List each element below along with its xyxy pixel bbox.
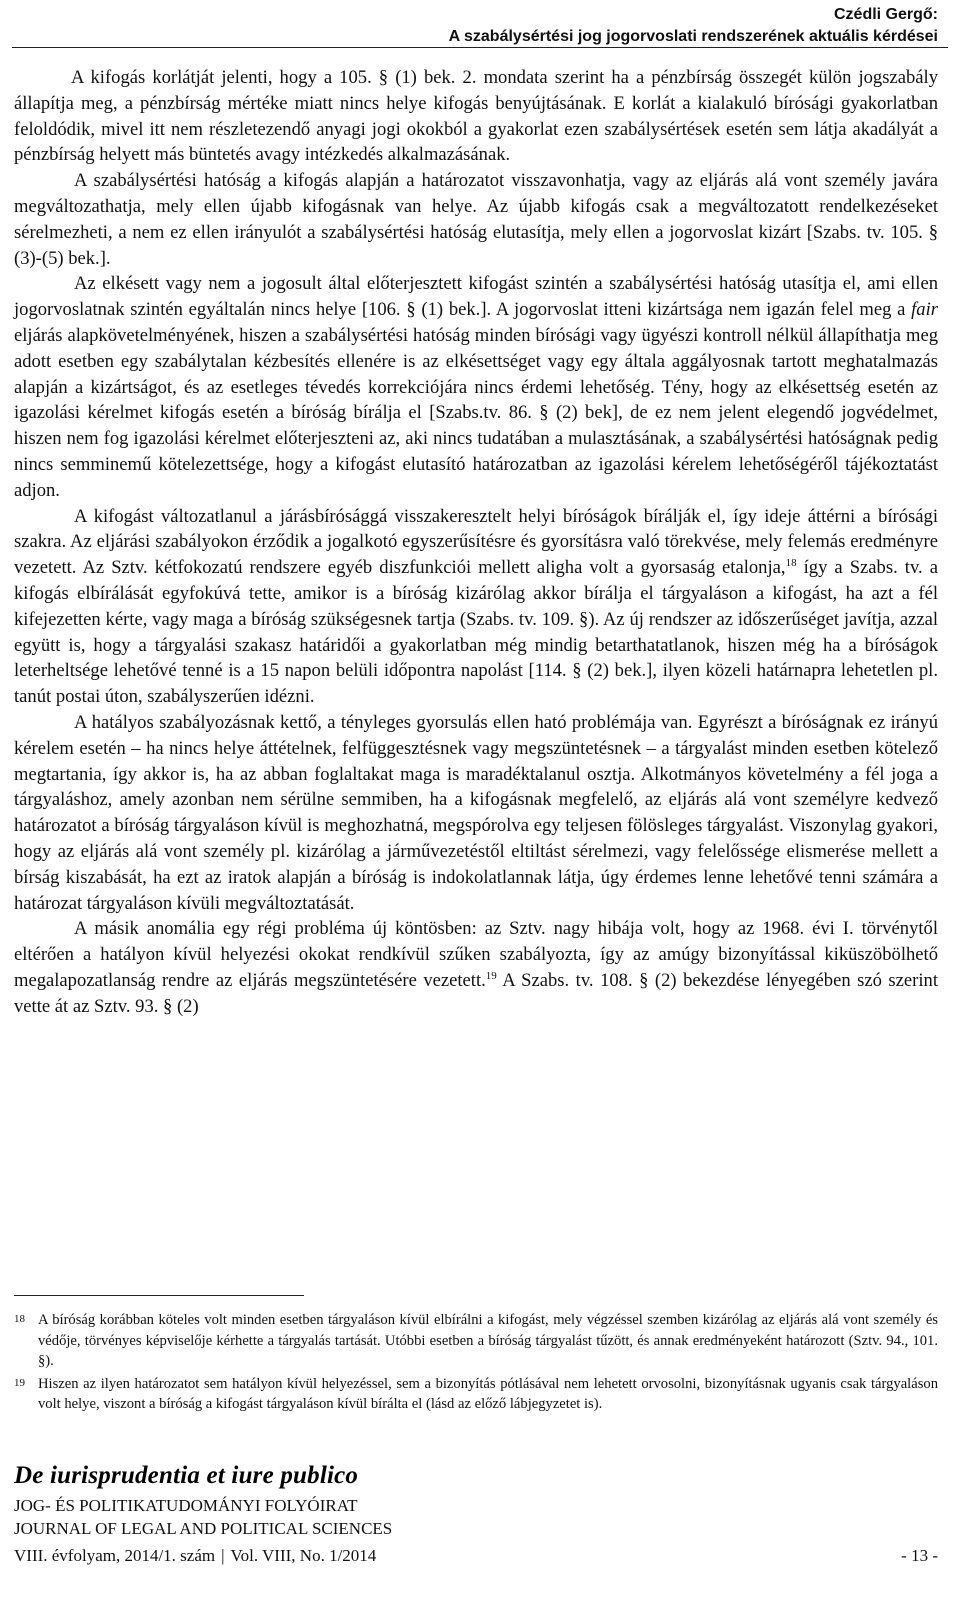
paragraph: Az elkésett vagy nem a jogosult által előterjesztett kifogást szintén a szabálysértési hatóság utasítja el, ami ellen jogorvoslatnak szintén egyáltalán nincs helye [106. § (1) bek.]. A jogorvoslat itteni kizártsága nem igazán felel meg a fair eljárás alapkövetelményének, hiszen a szabálysértési hatóság minden bírósági vagy ügyészi kontroll nélkül állapíthatja meg adott esetben egy szabálytalan kézbesítés ellenére is az elkésettséget vagy egy általa aggályosnak tartott meghatalmazás alapján a kizártságot, és az esetleges tévedés korrekciójára nincs érdemi lehetőség. Tény, hogy az elkésettség esetén az igazolási kérelmet kifogás esetén a bíróság bírálja el [Szabs.tv. 86. § (2) bek], de ez nem jelent elegendő jogvédelmet, hiszen nem fog igazolási kérelmet előterjeszteni az, aki nincs tudatában a mulasztásának, a szabálysértési hatóságnak pedig nincs semminemű kötelezettsége, hogy a kifogást elutasító határozatban az igazolási kérelem lehetőségéről tájékoztatást adjon. xyxy=(14,273,938,501)
journal-name-hu: JOG- ÉS POLITIKATUDOMÁNYI FOLYÓIRAT xyxy=(14,1496,358,1515)
header-author: Czédli Gergő: xyxy=(833,6,938,23)
paragraph xyxy=(14,504,938,710)
paragraph-text: A kifogást változatlanul a járásbírósággá visszakeresztelt helyi bíróságok bírálják el, így ideje áttérni a bírósági szakra. Az eljárási szabályokon érződik a jogalkotó egyszerűsítésre és gyorsításra való törekvése, mely felemás eredményre vezetett. Az Sztv. kétfokozatú rendszere egyéb diszfunkciói mellett aligha volt a gyorsaság etalonja, xyxy=(14,505,938,579)
paragraph xyxy=(14,916,938,1019)
footnote xyxy=(14,1310,938,1372)
issue-separator: | xyxy=(221,1546,225,1565)
article-body xyxy=(14,65,938,1019)
header-title: A szabálysértési jog jogorvoslati rendszerének aktuális kérdései xyxy=(448,28,938,45)
paragraph: A szabálysértési hatóság a kifogás alapján a határozatot visszavonhatja, vagy az eljárás alá vont személy javára megváltozathatja, mely ellen újabb kifogásnak van helye. Az újabb kifogás csak a megváltozatott rendelkezéseket sérelmezheti, a nem ez ellen irányulót a szabálysértési hatóság elutasítja, mely ellen a jogorvoslat kizárt [Szabs. tv. 105. § (3)-(5) bek.]. xyxy=(14,170,938,269)
footnotes xyxy=(14,1310,938,1417)
journal-name xyxy=(14,1494,392,1540)
paragraph: A hatályos szabályozásnak kettő, a tényleges gyorsulás ellen ható problémája van. Egyrészt a bíróságnak ez irányú kérelem esetén – ha nincs helye áttételnek, felfüggesztésnek vagy megszüntetésnek – a tárgyalást minden esetben kötelező megtartania, így akkor is, ha az abban foglaltakat maga is maradéktalanul osztja. Alkotmányos követelmény a fél joga a tárgyaláshoz, amely azonban nem sérülne semmiben, ha a kifogásnak megfelelő, az eljárás alá vont személyre kedvező határozatot a bíróság tárgyaláson kívül is meghozhatná, megspórolva egy teljesen fölösleges tárgyalást. Viszonylag gyakori, hogy az eljárás alá vont személy pl. kizárólag a járművezetéstől eltiltást sérelmezi, vagy felelőssége elismerése mellett a bírság kiszabását, ha ezt az iratok alapján a bíróság is indokolatlannak látja, úgy érdemes lenne lehetővé tenni számára a határozat tárgyaláson kívüli megváltoztatását. xyxy=(14,711,938,914)
paragraph: A kifogás korlátját jelenti, hogy a 105. § (1) bek. 2. mondata szerint ha a pénzbírság összegét külön jogszabály állapítja meg, a pénzbírság mértéke miatt nincs helye kifogás benyújtásának. E korlát a kialakuló bírósági gyakorlatban feloldódik, mivel itt nem részletezendő anyagi jogi okokból a gyakorlat ezen szabálysértések esetén sem látja akadályát a pénzbírság helyett más büntetés avagy intézkedés alkalmazásának. xyxy=(14,67,938,166)
footnote-rule xyxy=(14,1295,304,1296)
header-rule xyxy=(12,47,948,48)
paragraph-text: A másik anomália egy régi probléma új köntösben: az Sztv. nagy hibája volt, hogy az 1968. évi I. törvénytől eltérően a hatályon kívül helyezési okokat rendkívül szűken szabályozta, így az amúgy bizonyítással kiküszöbölhető megalapozatlanság rendre az eljárás megszüntetésére vezetett. xyxy=(14,918,938,991)
paragraph-text: így a Szabs. tv. a kifogás elbírálását egyfokúvá tette, amikor is a bíróság kizárólag akkor bírálja el tárgyaláson a kifogást, ha azt a fél kifejezetten kérte, vagy maga a bíróság szükségesnek tartja (Szabs. tv. 109. §). Az új rendszer az időszerűséget javítja, azzal együtt is, hogy a tárgyalási szakasz határidői a gyakorlatban még mindig betarthatatlanok, hiszen még ha a bíróságok leterheltsége lehetővé tenné is a 15 napon belüli időpontra napolást [114. § (2) bek.], ilyen közeli határnapra lehetetlen pl. tanút postai úton, szabályszerűen idézni. xyxy=(14,557,938,708)
running-header xyxy=(449,4,938,48)
footer-issue-line xyxy=(14,1544,938,1567)
journal-name-en: JOURNAL OF LEGAL AND POLITICAL SCIENCES xyxy=(14,1519,393,1538)
footnote xyxy=(14,1374,938,1415)
paragraph-text: A Szabs. tv. 108. § (2) bekezdése lényegében szó szerint vette át az Sztv. 93. § (2) xyxy=(14,969,938,1017)
footnote-number: 19 xyxy=(14,1376,25,1389)
footnote-text: A bíróság korábban köteles volt minden esetben tárgyaláson kívül elbírálni a kifogást, mely végzéssel szemben kizárólag az eljárás alá vont személy és védője, törvényes képviselője kérhette a tárgyalás tartását. Utóbbi esetben a bíróság tárgyalást tűzött, és annak eredményeként határozott (Sztv. 94., 101. §). xyxy=(38,1312,938,1369)
issue-en: Vol. VIII, No. 1/2014 xyxy=(230,1546,377,1565)
footnote-number: 18 xyxy=(14,1313,25,1325)
issue-hu: VIII. évfolyam, 2014/1. szám xyxy=(14,1546,216,1565)
footnote-text: Hiszen az ilyen határozatot sem hatályon kívül helyezéssel, sem a bizonyítás pótlásával nem lehetett orvosolni, bizonyításnak ugyanis csak tárgyaláson volt helye, viszont a bíróság a kifogást tárgyaláson kívül bírálta el (lásd az előző lábjegyzetet is). xyxy=(38,1375,938,1412)
journal-logo: De iurisprudentia et iure publico xyxy=(14,1462,359,1489)
footnote-ref[interactable]: 19 xyxy=(485,969,497,982)
page-number: - 13 - xyxy=(901,1546,938,1565)
footnote-ref[interactable]: 18 xyxy=(785,557,797,570)
emphasized-word: fair xyxy=(911,299,938,321)
